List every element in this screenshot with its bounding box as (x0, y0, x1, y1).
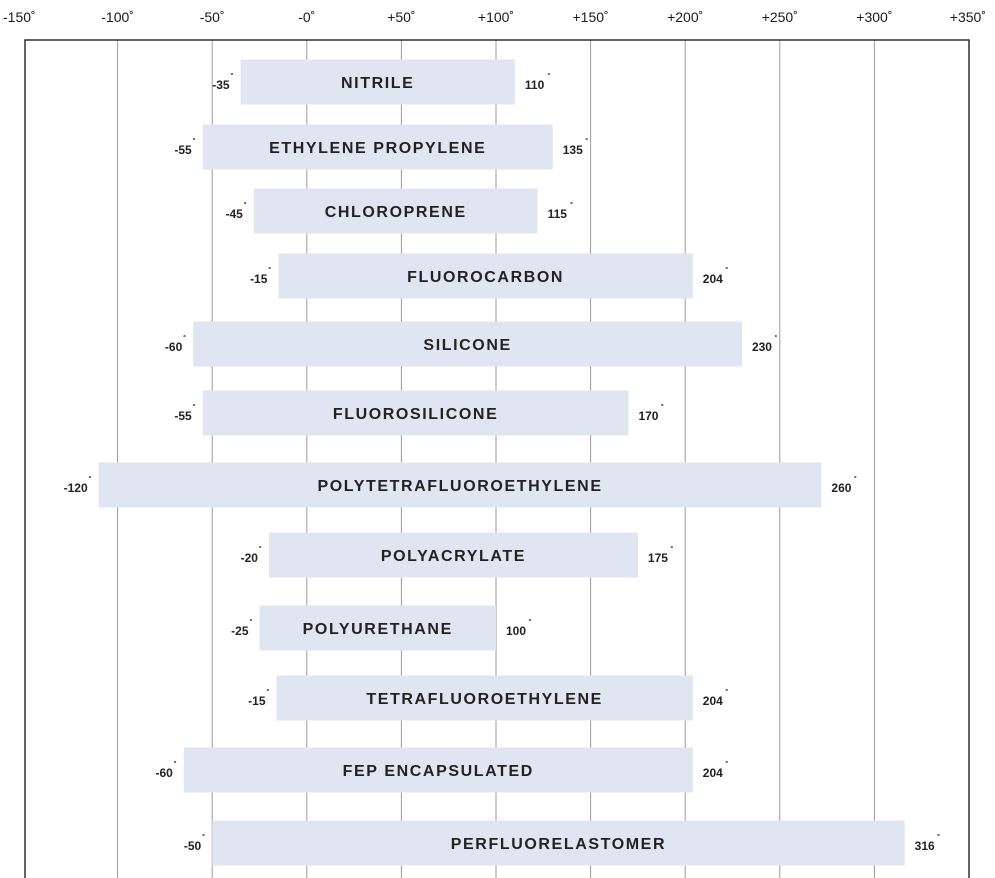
degree-mark: ˚ (266, 688, 270, 698)
low-value-label: -50 (183, 839, 202, 853)
low-value-label: -15 (248, 694, 266, 708)
x-tick-label: +250˚ (761, 9, 798, 25)
x-tick-label: +150˚ (572, 9, 609, 25)
x-tick-label: -50˚ (199, 9, 225, 25)
high-value-label: 204 (702, 694, 723, 708)
range-bar-row (250, 254, 728, 299)
degree-mark: ˚ (258, 545, 262, 555)
degree-mark: ˚ (937, 833, 941, 843)
high-value-label: 115 (547, 207, 567, 221)
degree-mark: ˚ (661, 403, 665, 413)
range-bar-row (241, 533, 674, 578)
category-label: CHLOROPRENE (324, 204, 467, 221)
degree-mark: ˚ (268, 266, 272, 276)
high-value-label: 204 (702, 766, 723, 780)
high-value-label: 175 (647, 551, 668, 565)
degree-mark: ˚ (192, 403, 196, 413)
category-label: POLYTETRAFLUOROETHYLENE (317, 478, 603, 495)
x-tick-label: +200˚ (667, 9, 704, 25)
low-value-label: -120 (63, 481, 88, 495)
degree-mark: ˚ (725, 688, 729, 698)
low-value-label: -35 (212, 78, 230, 92)
high-value-label: 204 (702, 272, 723, 286)
x-tick-label: +50˚ (387, 9, 416, 25)
degree-mark: ˚ (725, 266, 729, 276)
x-axis-ticks (3, 9, 986, 25)
degree-mark: ˚ (183, 334, 187, 344)
category-label: TETRAFLUOROETHYLENE (366, 691, 603, 708)
degree-mark: ˚ (547, 72, 551, 82)
degree-mark: ˚ (202, 833, 206, 843)
x-tick-label: -150˚ (3, 9, 36, 25)
category-label: PERFLUORELASTOMER (450, 836, 667, 853)
low-value-label: -20 (240, 551, 258, 565)
degree-mark: ˚ (570, 201, 574, 211)
category-label: FLUOROSILICONE (332, 406, 499, 423)
range-bar-row (174, 125, 588, 170)
high-value-label: 100 (506, 624, 527, 638)
range-bar-row (248, 676, 728, 721)
category-label: POLYACRYLATE (380, 548, 527, 565)
low-value-label: -45 (225, 207, 243, 221)
degree-mark: ˚ (88, 475, 92, 485)
low-value-label: -55 (174, 409, 192, 423)
x-tick-label: -0˚ (298, 9, 316, 25)
degree-mark: ˚ (243, 201, 247, 211)
high-value-label: 230 (751, 340, 772, 354)
high-value-label: 316 (914, 839, 935, 853)
low-value-label: -60 (155, 766, 173, 780)
degree-mark: ˚ (192, 137, 196, 147)
high-value-label: 170 (638, 409, 659, 423)
range-bars (64, 60, 941, 866)
x-tick-label: +350˚ (949, 9, 986, 25)
low-value-label: -15 (250, 272, 268, 286)
range-bar-row (231, 606, 531, 651)
degree-mark: ˚ (725, 760, 729, 770)
category-label: FLUOROCARBON (407, 269, 565, 286)
high-value-label: 135 (562, 143, 583, 157)
range-bar-row (174, 391, 664, 436)
degree-mark: ˚ (670, 545, 674, 555)
degree-mark: ˚ (774, 334, 778, 344)
low-value-label: -55 (174, 143, 192, 157)
range-bar-row (155, 748, 728, 793)
degree-mark: ˚ (854, 475, 858, 485)
category-label: ETHYLENE PROPYLENE (269, 140, 487, 157)
x-tick-label: +100˚ (477, 9, 515, 25)
category-label: SILICONE (423, 337, 512, 354)
range-bar-row (184, 821, 940, 866)
x-tick-label: -100˚ (101, 9, 134, 25)
high-value-label: 110 (524, 78, 545, 92)
degree-mark: ˚ (528, 618, 532, 628)
range-bar-row (64, 463, 857, 508)
category-label: NITRILE (341, 75, 415, 92)
degree-mark: ˚ (249, 618, 253, 628)
x-tick-label: +300˚ (856, 9, 893, 25)
category-label: FEP ENCAPSULATED (342, 763, 534, 780)
low-value-label: -60 (164, 340, 183, 354)
degree-mark: ˚ (230, 72, 234, 82)
high-value-label: 260 (831, 481, 852, 495)
degree-mark: ˚ (585, 137, 589, 147)
category-label: POLYURETHANE (302, 621, 453, 638)
degree-mark: ˚ (173, 760, 177, 770)
range-bar-row (165, 322, 778, 367)
range-bar-row (225, 189, 573, 234)
range-bar-row (212, 60, 550, 105)
low-value-label: -25 (231, 624, 249, 638)
